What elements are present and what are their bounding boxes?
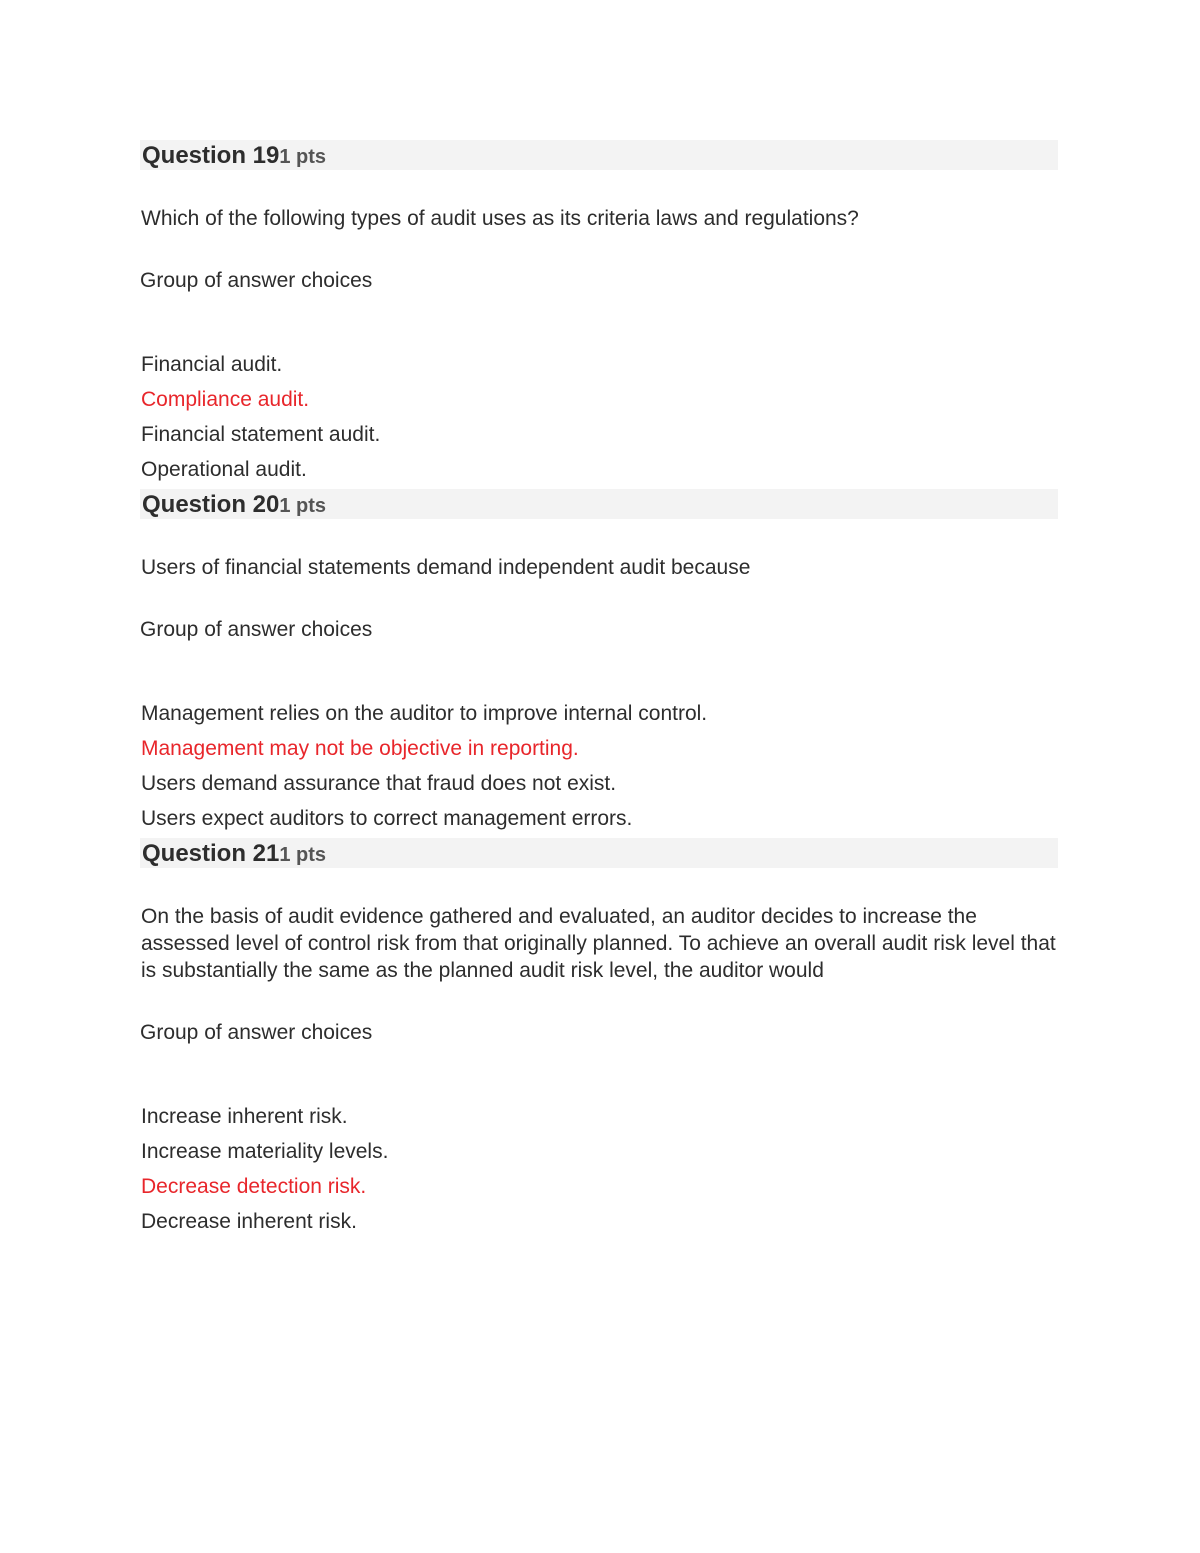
question-20 xyxy=(140,489,1058,836)
question-title: Question 19 xyxy=(142,142,280,169)
question-header xyxy=(140,838,1058,868)
question-text: On the basis of audit evidence gathered and evaluated, an auditor decides to increase the assessed level of control risk from that originally planned. To achieve an overall audit risk level that is substantially the same as the planned audit risk level, the auditor would xyxy=(141,905,1056,982)
answer-choices xyxy=(140,1099,1058,1239)
question-header xyxy=(140,140,1058,170)
question-points: 1 pts xyxy=(279,146,327,168)
answer-choice[interactable]: Decrease inherent risk. xyxy=(141,1210,357,1233)
question-text: Users of financial statements demand independent audit because xyxy=(141,556,751,579)
question-21 xyxy=(140,838,1058,1239)
answer-choice-correct[interactable]: Management may not be objective in reporting. xyxy=(141,737,579,760)
question-19 xyxy=(140,140,1058,487)
answer-choice[interactable]: Users demand assurance that fraud does not exist. xyxy=(141,772,617,795)
question-title: Question 21 xyxy=(142,840,280,867)
answer-choice[interactable]: Users expect auditors to correct management errors. xyxy=(141,807,633,830)
answer-group-label: Group of answer choices xyxy=(140,1021,373,1044)
answer-choice[interactable]: Operational audit. xyxy=(141,458,307,481)
quiz-page xyxy=(140,140,1058,1239)
answer-choice[interactable]: Financial audit. xyxy=(141,353,283,376)
answer-group-label: Group of answer choices xyxy=(140,618,373,641)
answer-choice[interactable]: Increase inherent risk. xyxy=(141,1105,348,1128)
question-text: Which of the following types of audit uses as its criteria laws and regulations? xyxy=(141,207,859,230)
answer-choices xyxy=(140,347,1058,487)
question-header xyxy=(140,489,1058,519)
answer-choices xyxy=(140,696,1058,836)
question-points: 1 pts xyxy=(279,495,327,517)
question-points: 1 pts xyxy=(279,844,327,866)
question-title: Question 20 xyxy=(142,491,280,518)
answer-choice-correct[interactable]: Decrease detection risk. xyxy=(141,1175,367,1198)
answer-choice-correct[interactable]: Compliance audit. xyxy=(141,388,310,411)
answer-choice[interactable]: Financial statement audit. xyxy=(141,423,381,446)
answer-choice[interactable]: Increase materiality levels. xyxy=(141,1140,389,1163)
answer-choice[interactable]: Management relies on the auditor to improve internal control. xyxy=(141,702,708,725)
answer-group-label: Group of answer choices xyxy=(140,269,373,292)
